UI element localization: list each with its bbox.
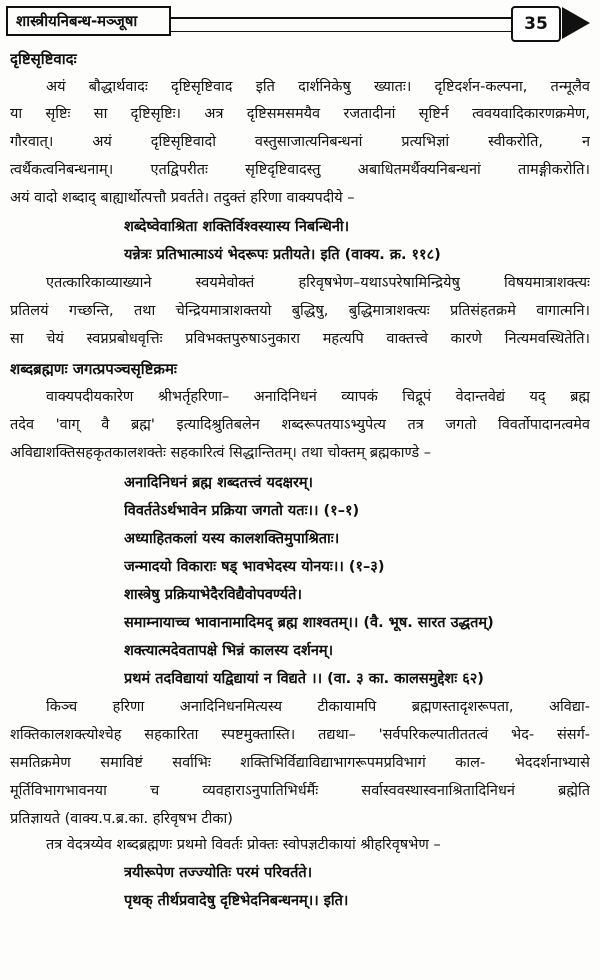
text-line: अयं बौद्धार्थवादः दृष्टिसृष्टिवाद इति दार्शनिकेषु ख्यातः। दृष्टिदर्शन-कल्पना, तन्मूलैव [46, 79, 590, 95]
verse-line: प्रथमं तदविद्यायां यद्विद्यायां न विद्यते ।। (वा. ३ का. कालसमुद्देशः ६२) [124, 671, 484, 687]
verse-line: यन्नेत्रः प्रतिभात्माऽयं भेदरूपः प्रतीयते। इति (वाक्य. क्र. ११८) [124, 247, 441, 263]
page-header [0, 0, 600, 46]
verse-line: शक्त्यात्मदेवतापक्षे भिन्नं कालस्य दर्शनम्। [124, 643, 334, 659]
text-line: अयं वादो शब्दाद् बाह्यार्थोत्पत्तौ प्रवर्तते। तदुक्तं हरिणा वाक्यपदीये – [10, 190, 355, 206]
text-line: मूर्तिविभागभावनया च व्यवहाराऽनुपातिभिर्धर्मैः सर्वास्ववस्थास्वनाश्रितादिनिधनं ब्रह्मेति [10, 783, 590, 799]
text-line: एतत्कारिकाव्याख्याने स्वयमेवोक्तं हरिवृषभेण–यथाऽपरेषामिन्द्रियेषु विषयमात्राशक्त्यः [46, 275, 590, 291]
section-heading: शब्दब्रह्मणः जगत्प्रपञ्चसृष्टिक्रमः [10, 360, 177, 378]
verse-line: त्रयीरूपेण तज्ज्योतिः परमं परिवर्तते। [124, 865, 313, 881]
verse-line: शब्देष्वेवाश्रिता शक्तिर्विश्वस्यास्य निबन्धिनी। [124, 219, 350, 235]
text-line: तदेव 'वाग् वै ब्रह्म' इत्यादिश्रुतिबलेन शब्दरूपतयाऽभ्युपेत्य तत्र जगतो विवर्तोपादानत्वमेव [10, 417, 590, 433]
text-line: वाक्यपदीयकारेण श्रीभर्तृहरिणा– अनादिनिधनं व्यापकं चिद्रूपं वेदान्तवेद्यं यद् ब्रह्म [46, 389, 590, 405]
text-line: प्रतिलयं गच्छन्ति, तथा चेन्द्रियमात्राशक्तयो बुद्धिषु, बुद्धिमात्राशक्त्यः प्रतिसंहतक्रमे वागात्मनि। [10, 303, 590, 319]
section-heading: दृष्टिसृष्टिवादः [10, 50, 77, 68]
header-rule [171, 17, 511, 19]
text-line: शक्तिकालशक्त्योश्चेह सहकारिता स्पष्टमुक्तास्ति। तद्यथा– 'सर्वपरिकल्पातीततत्वं भेद- संसर्ग- [10, 727, 590, 743]
running-title: शास्त्रीयनिबन्ध-मञ्जूषा [6, 6, 171, 36]
text-line: या सृष्टिः सा दृष्टिसृष्टिः। अत्र दृष्टिसमसमयैव रजतादीनां सृष्टिर्न त्ववयवादिकारणक्रमेण, [10, 106, 590, 122]
verse-line: अध्याहितकलां यस्य कालशक्तिमुपाश्रिताः। [124, 531, 340, 547]
text-line: प्रतिज्ञायते (वाक्य.प.ब्र.का. हरिवृषभ टीका) [10, 811, 233, 827]
text-line: किञ्च हरिणा अनादिनिधनमित्यस्य टीकायामपि ब्रह्मणस्तादृशरूपता, अविद्या- [46, 699, 590, 715]
header-rule-thin [171, 31, 511, 32]
page-number: 35 [511, 6, 561, 42]
verse-line: अनादिनिधनं ब्रह्म शब्दतत्त्वं यदक्षरम्। [124, 475, 314, 491]
text-line: तत्र वेदत्रय्येव शब्दब्रह्मणः प्रथमो विवर्तः प्रोक्तः स्वोपज्ञटीकायां श्रीहरिवृषभेण – [46, 837, 441, 853]
verse-line: जन्मादयो विकाराः षड् भावभेदस्य योनयः।। (१–३) [124, 559, 385, 575]
text-line: त्वर्थैकत्वनिबन्धनाम्। एतद्विपरीतः सृष्टिदृष्टिवादस्तु अबाधितमर्थैक्यनिबन्धनां तामङ्गीकरोति। [10, 162, 590, 178]
text-line: गौरवात्। अयं दृष्टिसृष्टिवादो वस्तुसाजात्यनिबन्धनां प्रत्यभिज्ञां स्वीकरोति, न [10, 134, 590, 150]
verse-line: पृथक् तीर्थप्रवादेषु दृष्टिभेदनिबन्धनम्।। इति। [124, 893, 349, 909]
text-line: सा चेयं स्वप्नप्रबोधवृत्तिः प्रविभक्तपुरुषाऽनुकारा महत्यपि वाक्तत्त्वे कारणे नित्यमवस्थितेति। [10, 331, 590, 347]
arrow-decoration-icon [562, 7, 590, 39]
text-line: समतिक्रमेण समाविष्टं सर्वाभिः शक्तिभिर्विद्याविद्याभागरूपमप्रविभागं काल- भेददर्शनाभ्यासे [10, 755, 590, 771]
verse-line: विवर्ततेऽर्थभावेन प्रक्रिया जगतो यतः।। (१–१) [124, 503, 360, 519]
verse-line: समाम्नायाच्च भावानामादिमद् ब्रह्म शाश्वतम्।। (वै. भूष. सारत उद्धतम्) [124, 615, 494, 631]
verse-line: शास्त्रेषु प्रक्रियाभेदैरविद्यैवोपवर्ण्यते। [124, 587, 302, 603]
text-line: अविद्याशक्तिसहकृतकालशक्तेः सहकारित्वं सिद्धान्तितम्। तथा चोक्तम् ब्रह्मकाण्डे – [10, 445, 431, 461]
